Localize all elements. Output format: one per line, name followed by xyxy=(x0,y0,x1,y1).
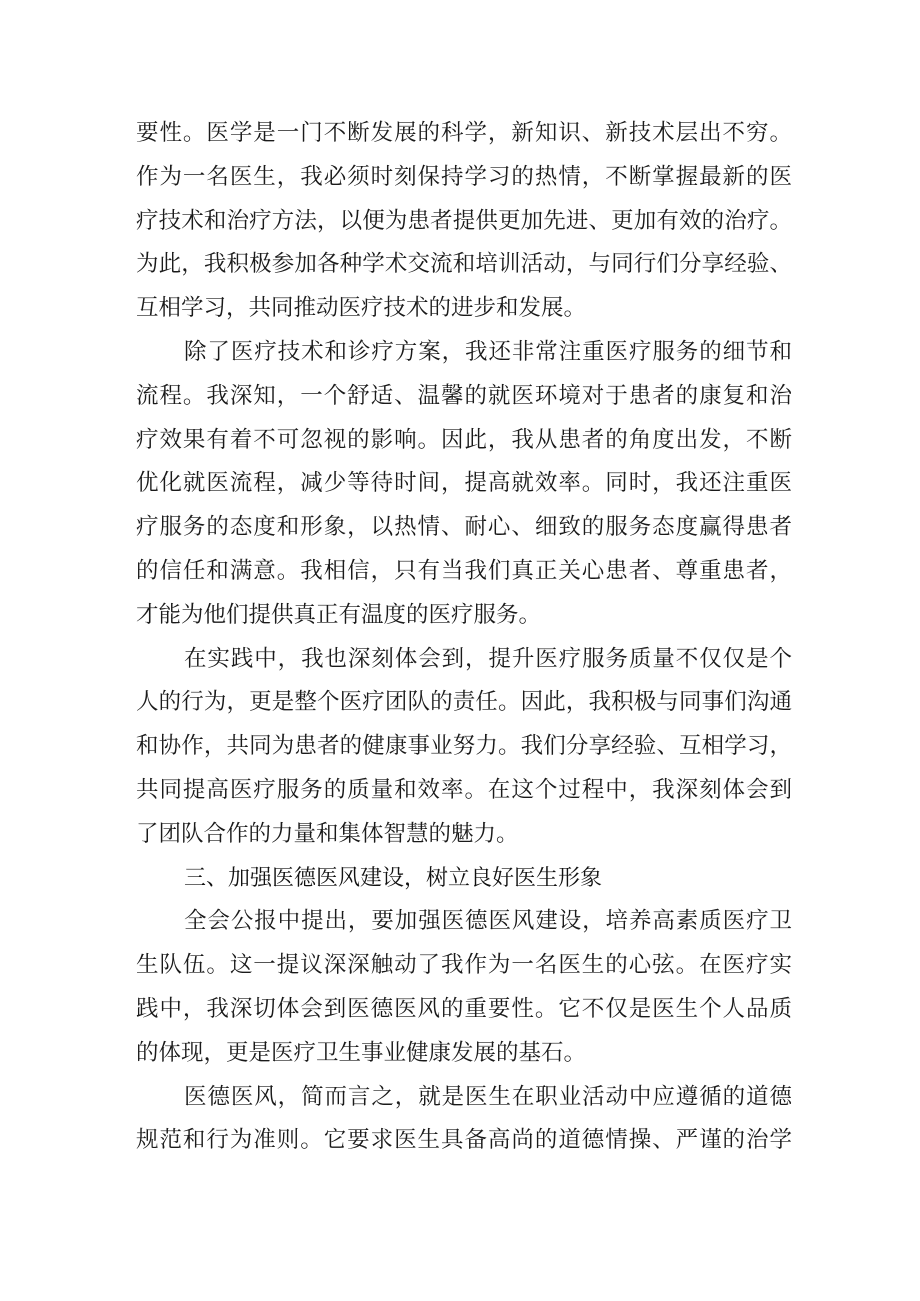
section-heading-text: 三、加强医德医风建设，树立良好医生形象 xyxy=(184,865,603,891)
text-line: 流程。我深知，一个舒适、温馨的就医环境对于患者的康复和治 xyxy=(136,382,792,409)
paragraph-continuation xyxy=(136,112,792,331)
text-line: 优化就医流程，减少等待时间，提高就效率。同时，我还注重医 xyxy=(136,470,792,497)
paragraph-teamwork xyxy=(136,638,792,857)
paragraph-communique xyxy=(136,900,792,1075)
text-line: 在实践中，我也深刻体会到，提升医疗服务质量不仅仅是个 xyxy=(184,645,792,672)
text-line: 规范和行为准则。它要求医生具备高尚的道德情操、严谨的治学 xyxy=(136,1127,792,1154)
text-line: 才能为他们提供真正有温度的医疗服务。 xyxy=(136,601,542,628)
document-body xyxy=(136,112,792,1163)
text-line: 全会公报中提出，要加强医德医风建设，培养高素质医疗卫 xyxy=(184,908,792,935)
text-line: 生队伍。这一提议深深触动了我作为一名医生的心弦。在医疗实 xyxy=(136,952,792,979)
text-line: 医德医风，简而言之，就是医生在职业活动中应遵循的道德 xyxy=(184,1083,792,1110)
text-line: 要性。医学是一门不断发展的科学，新知识、新技术层出不穷。 xyxy=(136,120,792,146)
text-line: 除了医疗技术和诊疗方案，我还非常注重医疗服务的细节和 xyxy=(184,338,792,365)
text-line: 互相学习，共同推动医疗技术的进步和发展。 xyxy=(136,295,587,322)
paragraph-service-details xyxy=(136,331,792,638)
text-line: 的体现，更是医疗卫生事业健康发展的基石。 xyxy=(136,1039,587,1066)
text-line: 人的行为，更是整个医疗团队的责任。因此，我积极与同事们沟通 xyxy=(136,689,792,716)
text-line: 为此，我积极参加各种学术交流和培训活动，与同行们分享经验、 xyxy=(136,251,792,278)
text-line: 疗技术和治疗方法，以便为患者提供更加先进、更加有效的治疗。 xyxy=(136,207,792,234)
text-line: 疗效果有着不可忽视的影响。因此，我从患者的角度出发，不断 xyxy=(136,426,792,453)
text-line: 了团队合作的力量和集体智慧的魅力。 xyxy=(136,820,519,847)
section-heading xyxy=(136,857,792,901)
paragraph-medical-ethics xyxy=(136,1076,792,1164)
text-line: 共同提高医疗服务的质量和效率。在这个过程中，我深刻体会到 xyxy=(136,776,792,803)
text-line: 疗服务的态度和形象，以热情、耐心、细致的服务态度赢得患者 xyxy=(136,514,792,541)
text-line: 践中，我深切体会到医德医风的重要性。它不仅是医生个人品质 xyxy=(136,995,792,1022)
text-line: 和协作，共同为患者的健康事业努力。我们分享经验、互相学习， xyxy=(136,733,792,760)
text-line: 的信任和满意。我相信，只有当我们真正关心患者、尊重患者， xyxy=(136,557,792,584)
text-line: 作为一名医生，我必须时刻保持学习的热情，不断掌握最新的医 xyxy=(136,163,792,190)
